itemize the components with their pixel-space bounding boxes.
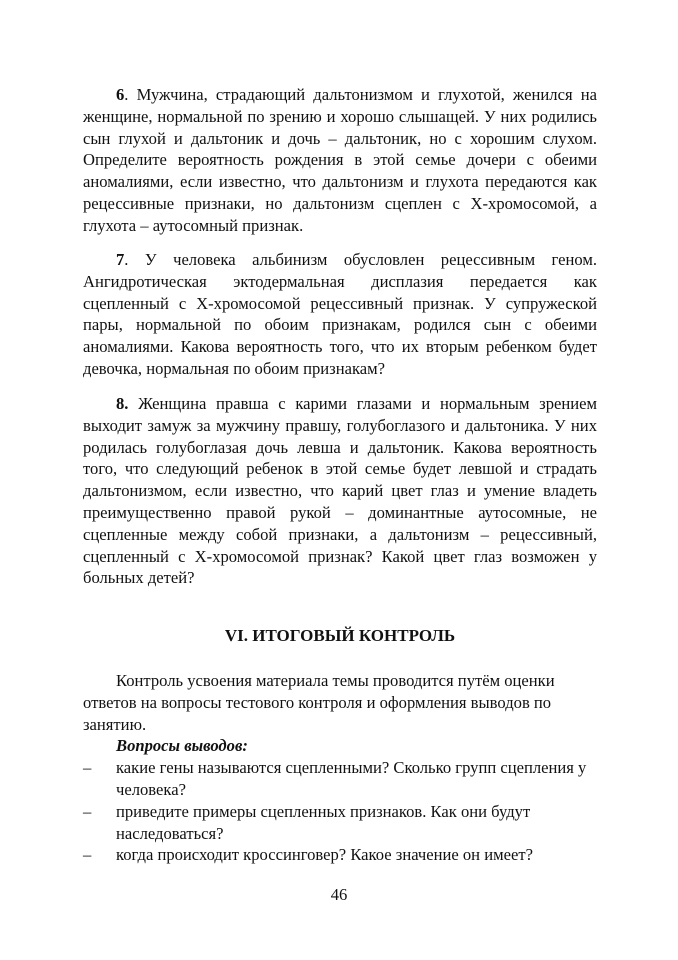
final-control-section [83,670,597,866]
task-7 [83,249,597,380]
task-8 [83,393,597,589]
page-number: 46 [330,885,348,904]
questions-list [83,757,597,866]
task-text: . Мужчина, страдающий дальтонизмом и глухотой, женился на женщине, нормальной по зрению и хорошо слышащей. У них родились сын глухой и дальтоник и дочь – дальтоник, но с хорошим слухом. Определите вероятность рождения в этой семье дочери с обеими аномалиями, если известно, что дальтонизм и глухота передаются как рецессивные признаки, но дальтонизм сцеплен с X-хромосомой, а глухота – аутосомный признак. [83,85,597,235]
task-number: 6 [116,85,125,104]
dash-marker: – [83,801,92,821]
task-text: . У человека альбинизм обусловлен рецессивным геном. Ангидротическая эктодермальная дисплазия передается как сцепленный с X-хромосомой рецессивный признак. У супружеской пары, нормальной по обоим признакам, родился сын с обеими аномалиями. Какова вероятность того, что их вторым ребенком будет девочка, нормальная по обоим признакам? [83,250,597,378]
list-item [83,757,597,801]
list-item [83,801,597,845]
task-number: 8. [116,394,129,413]
task-text: Женщина правша с карими глазами и нормальным зрением выходит замуж за мужчину правшу, голубоглазого и дальтоника. У них родилась голубоглазая дочь левша и дальтоник. Какова вероятность того, что следующий ребенок в этой семье будет левшой и страдать дальтонизмом, если известно, что карий цвет глаз и умение владеть преимущественно правой рукой – доминантные аутосомные, не сцепленные между собой признаки, а дальтонизм – рецессивный, сцепленный с X-хромосомой признак? Какой цвет глаз возможен у больных детей? [83,394,597,588]
question-text: когда происходит кроссинговер? Какое значение он имеет? [116,845,533,865]
questions-title: Вопросы выводов: [116,736,248,756]
task-number: 7 [116,250,125,269]
section-intro: Контроль усвоения материала темы проводится путём оценки ответов на вопросы тестового контроля и оформления выводов по занятию. [83,671,555,734]
section-heading: VI. ИТОГОВЫЙ КОНТРОЛЬ [224,626,456,645]
task-paragraph [83,393,597,589]
dash-marker: – [83,758,92,778]
question-text: какие гены называются сцепленными? Сколько групп сцепления у человека? [116,758,587,799]
question-text: приведите примеры сцепленных признаков. Как они будут наследоваться? [116,801,531,843]
dash-marker: – [83,845,92,865]
task-paragraph [83,249,597,380]
task-6 [83,84,597,237]
list-item [83,844,597,866]
task-paragraph [83,84,597,237]
